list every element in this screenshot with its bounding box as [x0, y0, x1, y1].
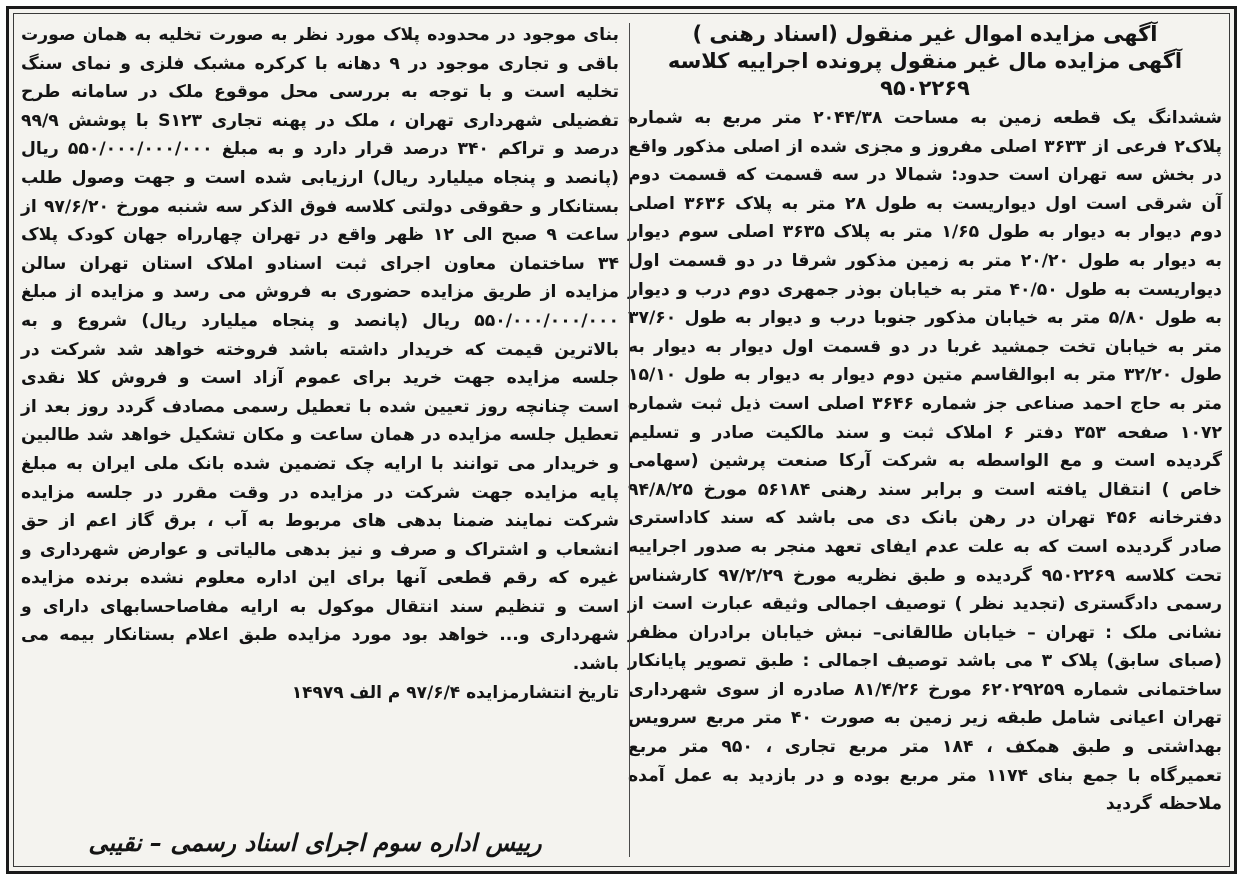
left-column — [21, 21, 619, 861]
notice-frame — [6, 6, 1237, 874]
signature: رییس اداره سوم اجرای اسناد رسمی – نقیبی — [88, 829, 542, 857]
right-column-text: ششدانگ یک قطعه زمین به مساحت ۲۰۴۴/۳۸ متر مربع به شماره پلاک۲ فرعی از ۳۶۳۳ اصلی مفروز و مجزی شده از اصلی مذکور واقع در بخش سه تهران است حدود: شمالا در سه قسمت که قسمت دوم آن شرقی است اول دیواریست به طول ۲۸ متر به پلاک ۳۶۳۶ اصلی دوم دیوار به دیوار به طول ۱/۶۵ متر به پلاک ۳۶۳۵ اصلی سوم دیوار به دیوار به طول ۲۰/۲۰ متر به زمین مذکور شرقا در دو قسمت اول دیواریست به طول ۴۰/۵۰ متر به خیابان بوذر جمهری دوم درب و دیوار به طول ۵/۸۰ متر به خیابان مذکور جنوبا درب و دیوار به طول ۳۷/۶۰ متر به خیابان تخت جمشید غربا در دو قسمت اول دیوار به دیوار به طول ۳۲/۲۰ متر به ابوالقاسم متین دوم دیوار به دیوار به طول ۱۵/۱۰ متر به حاج احمد صناعی جز شماره ۳۶۴۶ اصلی است ذیل ثبت شماره ۱۰۷۲ صفحه ۳۵۳ دفتر ۶ املاک ثبت و سند مالکیت صادر و تسلیم گردیده است و مع الواسطه به شرکت آرکا صنعت پرشین (سهامی خاص ) انتقال یافته است و برابر سند رهنی ۵۶۱۸۴ مورخ ۹۴/۸/۲۵ دفترخانه ۴۵۶ تهران در رهن بانک دی می باشد که سند کاداستری صادر گردیده است که به علت عدم ایفای تعهد منجر به صدور اجراییه تحت کلاسه ۹۵۰۲۲۶۹ گردیده و طبق نظریه مورخ ۹۷/۲/۲۹ کارشناس رسمی دادگستری (تجدید نظر ) توصیف اجمالی وثیقه عبارت است از نشانی ملک : تهران – خیابان طالقانی– نبش خیابان برادران مظفر (صبای سابق) پلاک ۳ می باشد توصیف اجمالی : طبق تصویر پایانکار ساختمانی شماره ۶۲۰۲۹۲۵۹ مورخ ۸۱/۴/۲۶ صادره از سوی شهرداری تهران اعیانی شامل طبقه زیر زمین به صورت ۴۰ متر مربع سرویس بهداشتی و طبق همکف ، ۱۸۴ متر مربع تجاری ، ۹۵۰ متر مربع تعمیرگاه با جمع بنای ۱۱۷۴ متر مربع بوده و در بازدید به عمل آمده ملاحظه گردید — [628, 108, 1223, 815]
right-column — [628, 21, 1222, 861]
notice-title: آگهی مزایده اموال غیر منقول (اسناد رهنی ) — [692, 22, 1158, 46]
notice-subtitle: آگهی مزایده مال غیر منقول پرونده اجراییه کلاسه ۹۵۰۲۲۶۹ — [667, 49, 1183, 100]
column-divider — [629, 23, 630, 857]
left-column-text: بنای موجود در محدوده پلاک مورد نظر به صورت تخلیه به همان صورت باقی و تجاری موجود در ۹ دهانه با کرکره مشبک فلزی و نمای سنگ تخلیه است و با توجه به بررسی محل موقوع ملک در سامانه طرح تفضیلی شهرداری تهران ، ملک در پهنه تجاری S۱۲۳ با پوشش ۹۹/۹ درصد و تراکم ۳۴۰ درصد قرار دارد و به مبلغ ۵۵۰/۰۰۰/۰۰۰/۰۰۰ ریال (پانصد و پنجاه میلیارد ریال) ارزیابی شده است و جهت وصول طلب بستانکار و حقوقی دولتی کلاسه فوق الذکر سه شنبه مورخ ۹۷/۶/۲۰ از ساعت ۹ صبح الی ۱۲ ظهر واقع در تهران چهارراه جهان کودک پلاک ۳۴ ساختمان معاون اجرای ثبت اسنادو املاک استان تهران سالن مزایده از طریق مزایده حضوری به فروش می رسد و مزایده از مبلغ ۵۵۰/۰۰۰/۰۰۰/۰۰۰ ریال (پانصد و پنجاه میلیارد ریال) شروع و به بالاترین قیمت که خریدار داشته باشد فروخته خواهد شد شرکت در جلسه مزایده جهت خرید برای عموم آزاد است و فروش کلا نقدی است چنانچه روز تعیین شده با تعطیل رسمی مصادف گردد روز بعد از تعطیل جلسه مزایده در همان ساعت و مکان تشکیل خواهد شد طالبین و خریدار می توانند با ارایه چک تضمین شده بانک ملی ایران به مبلغ پایه مزایده جهت شرکت در مزایده در وقت مقرر در جلسه مزایده شرکت نمایند ضمنا بدهی های مربوط به آب ، برق گاز اعم از حق انشعاب و اشتراک و صرف و نیز بدهی مالیاتی و عوارض شهرداری و غیره که رقم قطعی آنها برای این اداره معلوم نشده برنده مزایده است و تنظیم سند انتقال موکول به ارایه مفاصاحسابهای دارای و شهرداری و... خواهد بود مورد مزایده طبق اعلام بستانکار بیمه می باشد. — [21, 25, 619, 675]
publication-date-line: تاریخ انتشارمزایده ۹۷/۶/۴ م الف ۱۴۹۷۹ — [291, 682, 619, 703]
